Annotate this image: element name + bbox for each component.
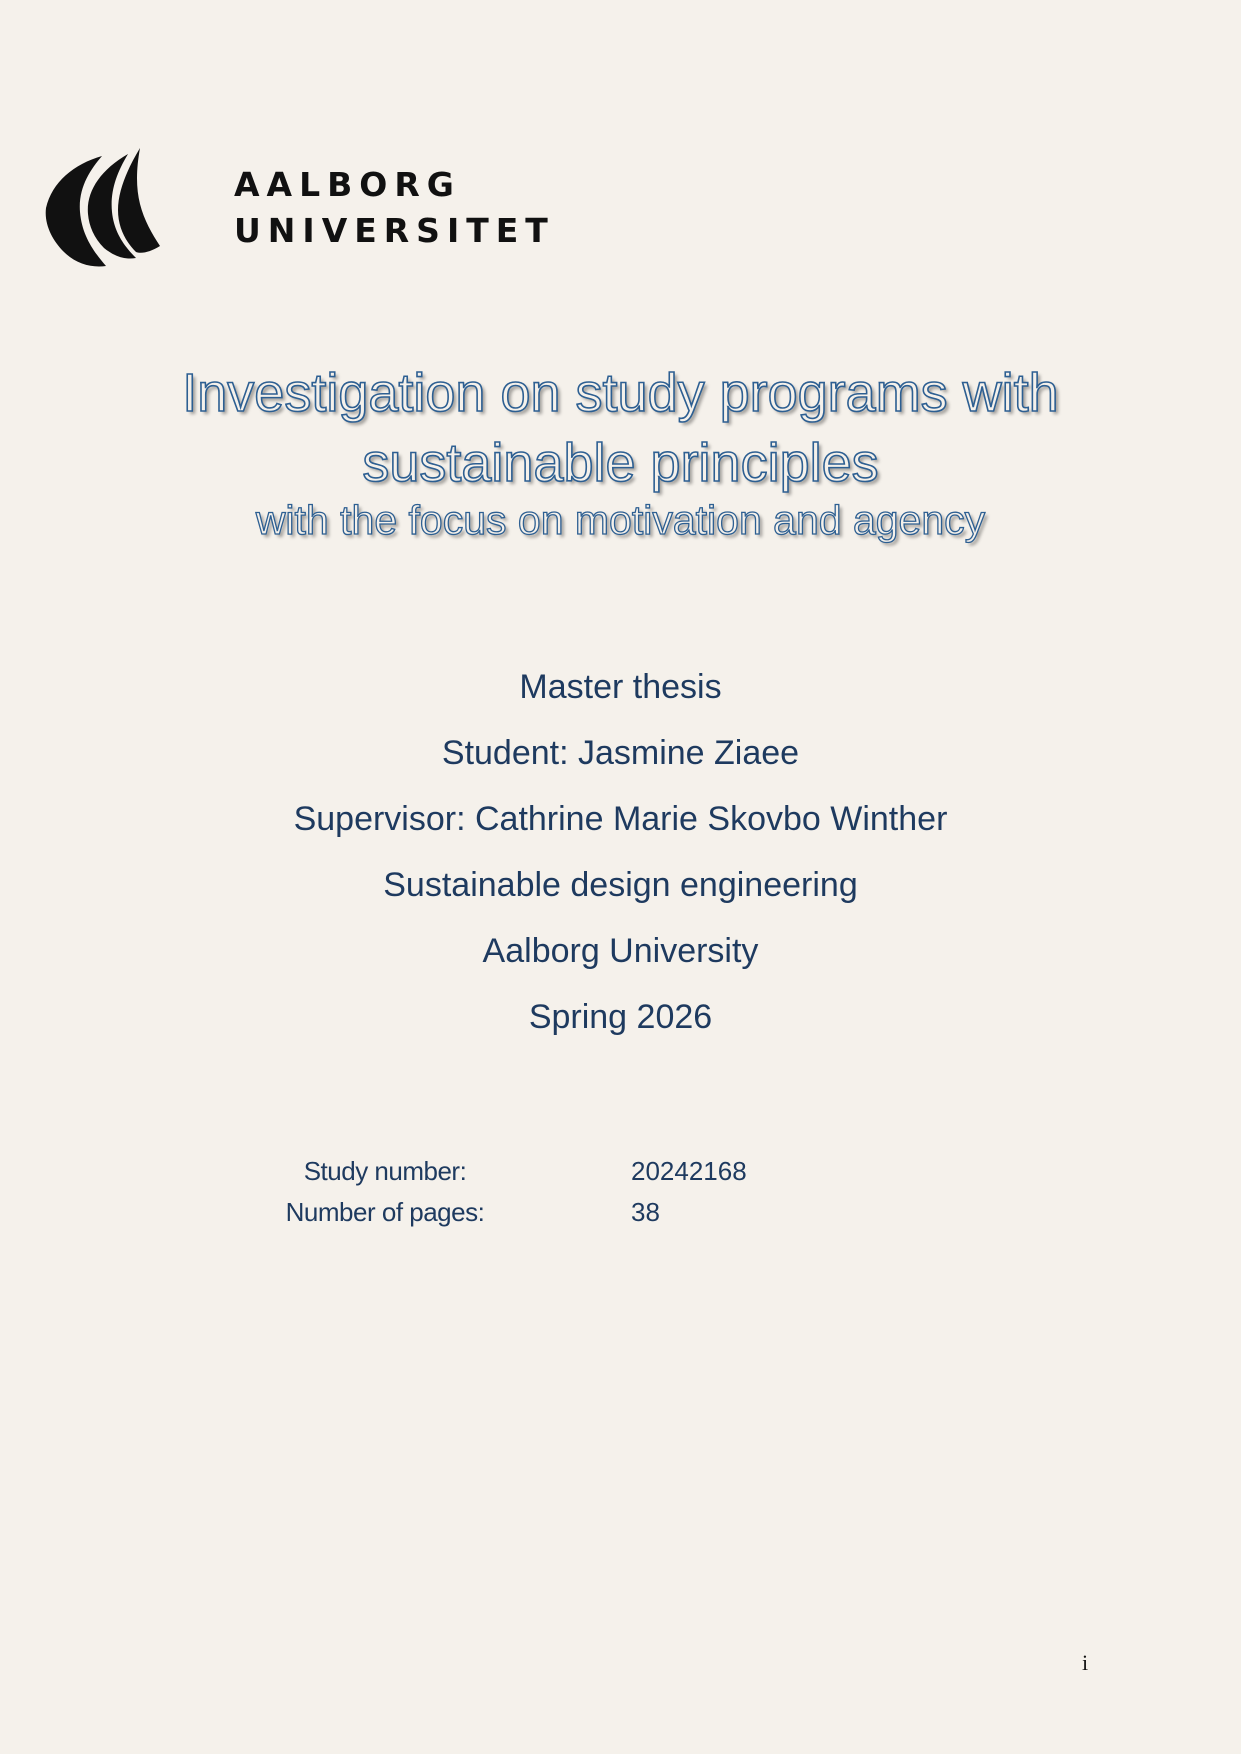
- study-number-value: 20242168: [631, 1156, 747, 1186]
- page-number: i: [1082, 1650, 1089, 1675]
- title-block: [0, 358, 1241, 546]
- thesis-subtitle: with the focus on motivation and agency: [255, 497, 986, 543]
- student-name: Student: Jasmine Ziaee: [441, 734, 800, 772]
- thesis-info: [0, 656, 1241, 1052]
- university-name: Aalborg University: [482, 932, 759, 970]
- study-number-row: [0, 1156, 1241, 1197]
- thesis-metadata: [0, 1156, 1241, 1238]
- logo-line-1: AALBORG: [234, 165, 461, 204]
- supervisor-name: Supervisor: Cathrine Marie Skovbo Winther: [293, 800, 948, 838]
- university-logo: [44, 148, 555, 270]
- aau-wave-logo-icon: [44, 148, 160, 270]
- thesis-title: Investigation on study programs with sustainable principles: [182, 363, 1059, 493]
- logo-wordmark: [234, 162, 555, 254]
- study-program: Sustainable design engineering: [383, 866, 858, 904]
- semester: Spring 2026: [528, 998, 713, 1036]
- page-count-value: 38: [631, 1197, 660, 1227]
- study-number-label: Study number:: [303, 1156, 467, 1186]
- page-count-row: [0, 1197, 1241, 1238]
- page-count-label: Number of pages:: [285, 1197, 485, 1227]
- logo-line-2: UNIVERSITET: [234, 211, 555, 250]
- thesis-type: Master thesis: [519, 668, 722, 706]
